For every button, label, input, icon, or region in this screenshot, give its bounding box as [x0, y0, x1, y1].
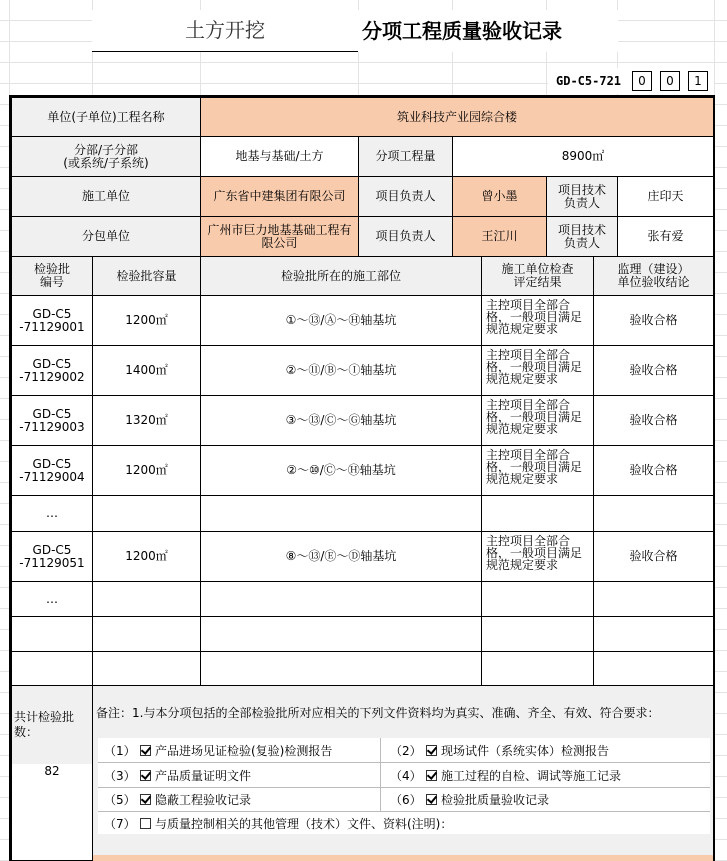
table-cell-result[interactable] [481, 616, 594, 652]
contractor-value[interactable]: 广东省中建集团有限公司 [200, 176, 359, 217]
form-title: 分项工程质量验收记录 [358, 10, 618, 52]
checked-checkbox-icon[interactable] [426, 745, 437, 756]
table-cell-code[interactable]: GD-C5 -71129004 [11, 445, 93, 496]
contractor-tech-value[interactable]: 庄印天 [617, 176, 714, 217]
checklist-item [104, 790, 251, 808]
checklist-item [104, 766, 251, 784]
table-cell-capacity[interactable] [92, 616, 201, 652]
checklist-item-label: 现场试件（系统实体）检测报告 [441, 743, 610, 758]
checklist-item-label: 与质量控制相关的其他管理（技术）文件、资料(注明)： [155, 816, 453, 831]
subitem-name[interactable]: 土方开挖 [92, 10, 358, 52]
table-cell-conclusion[interactable]: 验收合格 [593, 345, 714, 396]
checklist-item [104, 814, 452, 832]
checklist-item-number: （2） [390, 743, 422, 758]
table-cell-code[interactable]: GD-C5 -71129003 [11, 395, 93, 446]
col-header-capacity: 检验批容量 [92, 256, 201, 296]
table-cell-capacity[interactable]: 1200㎡ [92, 531, 201, 582]
table-cell-conclusion[interactable] [593, 651, 714, 686]
checklist-item-label: 隐蔽工程验收记录 [155, 792, 252, 807]
table-cell-code[interactable]: … [11, 495, 93, 532]
doc-code: GD-C5-721 [556, 74, 622, 88]
checklist-item [104, 741, 332, 759]
table-cell-location[interactable]: ②～⑪/Ⓑ～Ⓘ轴基坑 [200, 345, 482, 396]
table-cell-capacity[interactable] [92, 581, 201, 617]
sub-pm-label: 项目负责人 [358, 216, 453, 257]
project-name-label: 单位(子单位)工程名称 [11, 97, 201, 137]
table-cell-result[interactable] [481, 651, 594, 686]
checklist-item [390, 790, 549, 808]
sub-tech-label: 项目技术 负责人 [546, 216, 618, 257]
table-cell-location[interactable] [200, 581, 482, 617]
sub-pm-value[interactable]: 王江川 [452, 216, 547, 257]
table-cell-capacity[interactable]: 1320㎡ [92, 395, 201, 446]
table-cell-location[interactable] [200, 651, 482, 686]
table-cell-capacity[interactable] [92, 495, 201, 532]
division-label: 分部/子分部 (或系统/子系统) [11, 136, 201, 177]
total-label: 共计检验批数： [14, 710, 75, 739]
checklist-item-number: （5） [104, 792, 136, 807]
table-cell-conclusion[interactable]: 验收合格 [593, 445, 714, 496]
unchecked-checkbox-icon[interactable] [140, 818, 151, 829]
table-cell-code[interactable]: GD-C5 -71129001 [11, 295, 93, 346]
quantity-value[interactable]: 8900㎡ [452, 136, 714, 177]
total-value[interactable]: 82 [44, 764, 60, 778]
table-cell-conclusion[interactable]: 验收合格 [593, 531, 714, 582]
quantity-label: 分项工程量 [358, 136, 453, 177]
checked-checkbox-icon[interactable] [426, 770, 437, 781]
table-cell-code[interactable] [11, 616, 93, 652]
project-name-value[interactable]: 筑业科技产业园综合楼 [200, 97, 714, 137]
table-cell-location[interactable] [200, 495, 482, 532]
checklist-item-number: （7） [104, 816, 136, 831]
checklist-item-label: 产品进场见证检验(复验)检测报告 [155, 743, 333, 758]
table-cell-location[interactable]: ⑧～⑬/Ⓔ～Ⓓ轴基坑 [200, 531, 482, 582]
table-cell-result[interactable] [481, 581, 594, 617]
checklist-item [390, 766, 621, 784]
table-cell-location[interactable]: ③～⑬/Ⓒ～Ⓖ轴基坑 [200, 395, 482, 446]
table-cell-result[interactable]: 主控项目全部合格，一般项目满足规范规定要求 [481, 395, 594, 446]
checklist-item-number: （1） [104, 743, 136, 758]
table-cell-code[interactable]: GD-C5 -71129002 [11, 345, 93, 396]
table-cell-conclusion[interactable] [593, 616, 714, 652]
col-header-conclusion: 监理（建设） 单位验收结论 [593, 256, 714, 296]
table-cell-code[interactable]: … [11, 581, 93, 617]
table-cell-capacity[interactable]: 1400㎡ [92, 345, 201, 396]
contractor-pm-label: 项目负责人 [358, 176, 453, 217]
division-value[interactable]: 地基与基础/土方 [200, 136, 359, 177]
subcontractor-value[interactable]: 广州市巨力地基基础工程有限公司 [200, 216, 359, 257]
checked-checkbox-icon[interactable] [140, 745, 151, 756]
table-cell-result[interactable]: 主控项目全部合格，一般项目满足规范规定要求 [481, 345, 594, 396]
table-cell-capacity[interactable]: 1200㎡ [92, 295, 201, 346]
table-cell-location[interactable] [200, 616, 482, 652]
checklist-item-number: （6） [390, 792, 422, 807]
table-cell-location[interactable]: ②～⑩/Ⓒ～Ⓗ轴基坑 [200, 445, 482, 496]
table-cell-capacity[interactable]: 1200㎡ [92, 445, 201, 496]
table-cell-result[interactable]: 主控项目全部合格，一般项目满足规范规定要求 [481, 531, 594, 582]
checklist-item-label: 产品质量证明文件 [155, 768, 252, 783]
table-cell-conclusion[interactable]: 验收合格 [593, 395, 714, 446]
checklist-item [390, 741, 609, 759]
contractor-label: 施工单位 [11, 176, 201, 217]
table-cell-result[interactable]: 主控项目全部合格，一般项目满足规范规定要求 [481, 295, 594, 346]
col-header-result: 施工单位检查 评定结果 [481, 256, 594, 296]
col-header-code: 检验批 编号 [11, 256, 93, 296]
col-header-location: 检验批所在的施工部位 [200, 256, 482, 296]
table-cell-result[interactable] [481, 495, 594, 532]
bottom-strip [93, 855, 713, 861]
table-cell-conclusion[interactable]: 验收合格 [593, 295, 714, 346]
checklist-item-number: （3） [104, 768, 136, 783]
table-cell-capacity[interactable] [92, 651, 201, 686]
table-cell-conclusion[interactable] [593, 495, 714, 532]
checked-checkbox-icon[interactable] [426, 794, 437, 805]
checked-checkbox-icon[interactable] [140, 794, 151, 805]
sub-tech-value[interactable]: 张有爱 [617, 216, 714, 257]
table-cell-conclusion[interactable] [593, 581, 714, 617]
total-value-cell [11, 764, 93, 861]
table-cell-code[interactable] [11, 651, 93, 686]
checklist-item-number: （4） [390, 768, 422, 783]
code-box-1[interactable]: 0 [632, 71, 652, 91]
table-cell-code[interactable]: GD-C5 -71129051 [11, 531, 93, 582]
checklist-item-label: 施工过程的自检、调试等施工记录 [441, 768, 622, 783]
checklist-item-label: 检验批质量验收记录 [441, 792, 550, 807]
subcontractor-label: 分包单位 [11, 216, 201, 257]
code-box-3[interactable]: 1 [688, 71, 708, 91]
contractor-pm-value[interactable]: 曾小墨 [452, 176, 547, 217]
contractor-tech-label: 项目技术 负责人 [546, 176, 618, 217]
table-cell-result[interactable]: 主控项目全部合格，一般项目满足规范规定要求 [481, 445, 594, 496]
table-cell-location[interactable]: ①～⑬/Ⓐ～Ⓗ轴基坑 [200, 295, 482, 346]
note-title: 备注：1.与本分项包括的全部检验批所对应相关的下列文件资料均为真实、准确、齐全、有效、符合要求： [96, 706, 660, 720]
checked-checkbox-icon[interactable] [140, 770, 151, 781]
code-box-2[interactable]: 0 [660, 71, 680, 91]
